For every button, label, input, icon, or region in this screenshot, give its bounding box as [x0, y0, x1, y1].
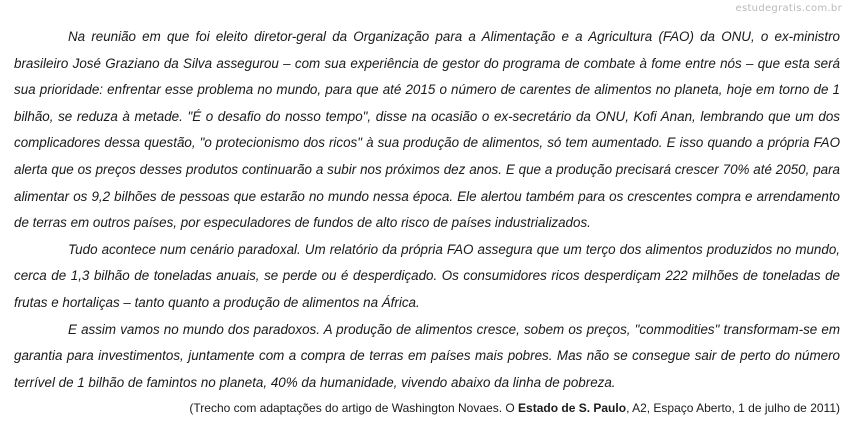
citation-newspaper: Estado de S. Paulo	[518, 401, 627, 415]
citation-suffix: , A2, Espaço Aberto, 1 de julho de 2011)	[626, 401, 840, 415]
paragraph-3: E assim vamos no mundo dos paradoxos. A produção de alimentos cresce, sobem os preços, "commodities" transformam-se em garantia para investimentos, juntamente com a compra de terras em países mais pobres. Mas não se consegue sair de perto do número terrível de 1 bilhão de famintos no planeta, 40% da humanidade, vivendo abaixo da linha de pobreza.	[14, 321, 840, 390]
paragraph-2: Tudo acontece num cenário paradoxal. Um relatório da própria FAO assegura que um terço dos alimentos produzidos no mundo, cerca de 1,3 bilhão de toneladas anuais, se perde ou é desperdiçado. Os consumidores ricos desperdiçam 222 milhões de toneladas de frutas e hortaliças – tanto quanto a produção de alimentos na África.	[14, 241, 840, 310]
site-watermark: estudegratis.com.br	[735, 3, 842, 14]
paragraph-1: Na reunião em que foi eleito diretor-geral da Organização para a Alimentação e a Agricultura (FAO) da ONU, o ex-ministro brasileiro José Graziano da Silva assegurou – com sua experiência de gestor do programa de combate à fome entre nós – que esta será sua prioridade: enfrentar esse problema no mundo, para que até 2015 o número de carentes de alimentos no planeta, hoje em torno de 1 bilhão, se reduza à metade. "É o desafio do nosso tempo", disse na ocasião o ex-secretário da ONU, Kofi Anan, lembrando que um dos complicadores dessa questão, "o protecionismo dos ricos" à sua produção de alimentos, só tem aumentado. E isso quando a própria FAO alerta que os preços desses produtos continuarão a subir nos próximos dez anos. E que a produção precisará crescer 70% até 2050, para alimentar os 9,2 bilhões de pessoas que estarão no mundo nessa época. Ele alertou também para os crescentes compra e arrendamento de terras em outros países, por especuladores de fundos de alto risco de países industrializados.	[14, 29, 840, 231]
citation-prefix: (Trecho com adaptações do artigo de Washington Novaes. O	[189, 401, 519, 415]
article-excerpt	[14, 24, 840, 396]
source-citation	[14, 398, 840, 418]
